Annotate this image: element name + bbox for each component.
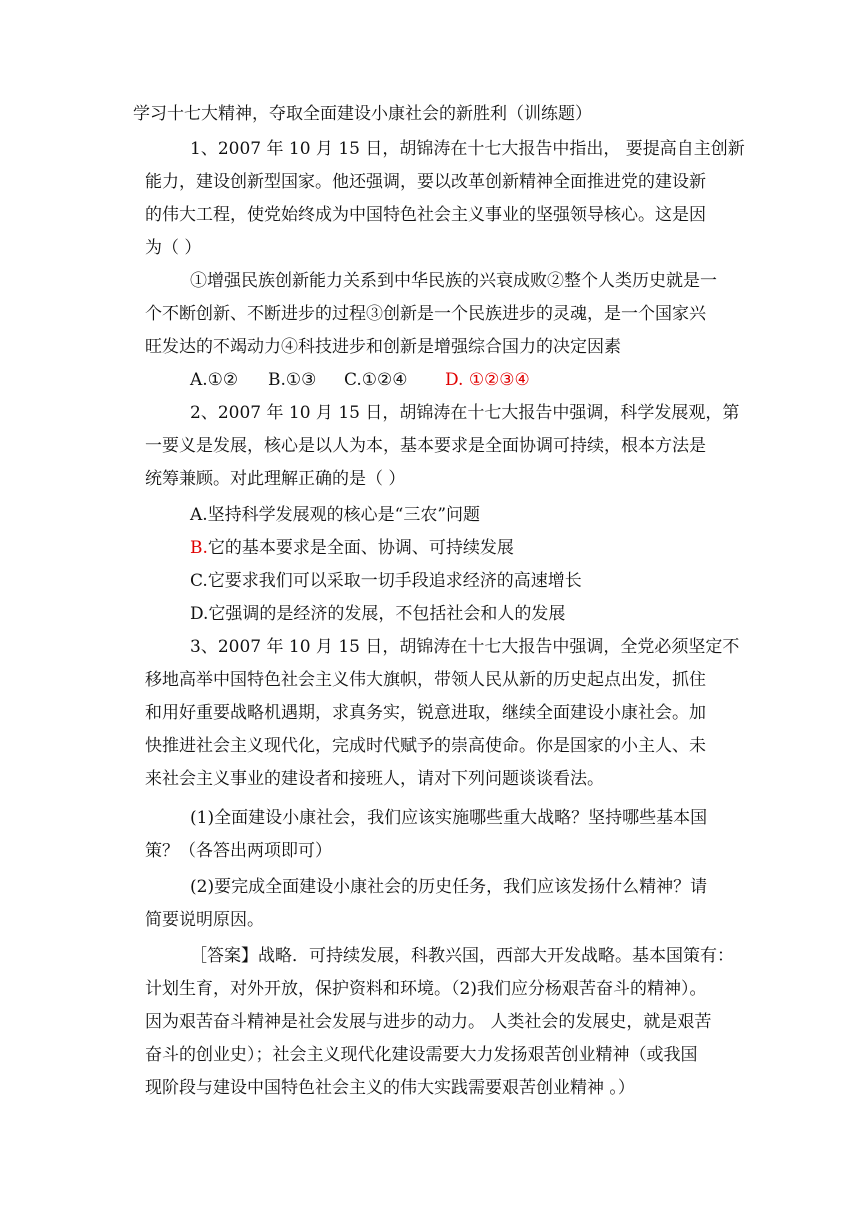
q1-options bbox=[190, 370, 780, 390]
q2-option-a: A.坚持科学发展观的核心是“三农”问题 bbox=[190, 505, 481, 525]
answer-line-2: 计划生育，对外开放，保护资料和环境。（2)我们应分杨艰苦奋斗的精神）。 bbox=[145, 979, 707, 999]
q1-line-4: 为（ ） bbox=[145, 238, 202, 258]
answer-line-1: ［答案】战略．可持续发展，科教兴国，西部大开发战略。基本国策有： bbox=[190, 946, 734, 966]
q1-statement-line-2: 个不断创新、不断进步的过程③创新是一个民族进步的灵魂，是一个国家兴 bbox=[145, 304, 706, 324]
q3-sub1-line-2: 策？（各答出两项即可） bbox=[145, 841, 332, 861]
q2-option-b bbox=[190, 538, 780, 558]
q2-option-d: D.它强调的是经济的发展，不包括社会和人的发展 bbox=[190, 604, 566, 624]
q1-line-3: 的伟大工程，使党始终成为中国特色社会主义事业的坚强领导核心。这是因 bbox=[145, 205, 706, 225]
q1-option-a: A.①② bbox=[190, 370, 239, 390]
q1-option-b: B.①③ bbox=[268, 370, 317, 390]
q1-line-2: 能力，建设创新型国家。他还强调，要以改革创新精神全面推进党的建设新 bbox=[145, 172, 706, 192]
q1-line-1: 1、2007 年 10 月 15 日，胡锦涛在十七大报告中指出， 要提高自主创新 bbox=[190, 139, 745, 159]
q2-line-3: 统筹兼顾。对此理解正确的是（ ） bbox=[145, 469, 406, 489]
q2-option-c: C.它要求我们可以采取一切手段追求经济的高速增长 bbox=[190, 571, 582, 591]
q2-option-b-text: 它的基本要求是全面、协调、可持续发展 bbox=[207, 538, 514, 558]
q1-statement-line-1: ①增强民族创新能力关系到中华民族的兴衰成败②整个人类历史就是一 bbox=[190, 271, 717, 291]
q3-sub2-line-1: (2)要完成全面建设小康社会的历史任务，我们应该发扬什么精神？请 bbox=[190, 877, 708, 897]
q3-line-5: 来社会主义事业的建设者和接班人，请对下列问题谈谈看法。 bbox=[145, 769, 604, 789]
q2-line-1: 2、2007 年 10 月 15 日，胡锦涛在十七大报告中强调，科学发展观，第 bbox=[190, 403, 740, 423]
q3-line-3: 和用好重要战略机遇期，求真务实，锐意进取，继续全面建设小康社会。加 bbox=[145, 703, 706, 723]
document-title: 学习十七大精神，夺取全面建设小康社会的新胜利（训练题） bbox=[133, 104, 592, 124]
q1-statement-line-3: 旺发达的不竭动力④科技进步和创新是增强综合国力的决定因素 bbox=[145, 337, 621, 357]
answer-line-4: 奋斗的创业史）；社会主义现代化建设需要大力发扬艰苦创业精神（或我国 bbox=[145, 1045, 698, 1065]
q2-line-2: 一要义是发展，核心是以人为本，基本要求是全面协调可持续，根本方法是 bbox=[145, 436, 706, 456]
q3-line-1: 3、2007 年 10 月 15 日，胡锦涛在十七大报告中强调，全党必须坚定不 bbox=[190, 637, 740, 657]
answer-line-3: 因为艰苦奋斗精神是社会发展与进步的动力。 人类社会的发展史，就是艰苦 bbox=[145, 1012, 712, 1032]
q3-sub1-line-1: (1)全面建设小康社会，我们应该实施哪些重大战略？坚持哪些基本国 bbox=[190, 808, 708, 828]
q2-option-b-letter-answer: B. bbox=[190, 538, 208, 558]
q3-line-4: 快推进社会主义现代化，完成时代赋予的崇高使命。你是国家的小主人、未 bbox=[145, 736, 706, 756]
q3-line-2: 移地高举中国特色社会主义伟大旗帜，带领人民从新的历史起点出发，抓住 bbox=[145, 670, 706, 690]
answer-line-5: 现阶段与建设中国特色社会主义的伟大实践需要艰苦创业精神 。） bbox=[145, 1078, 635, 1098]
q1-option-d-answer: D. ①②③④ bbox=[445, 370, 530, 390]
q3-sub2-line-2: 简要说明原因。 bbox=[145, 910, 264, 930]
q1-option-c: C.①②④ bbox=[344, 370, 408, 390]
